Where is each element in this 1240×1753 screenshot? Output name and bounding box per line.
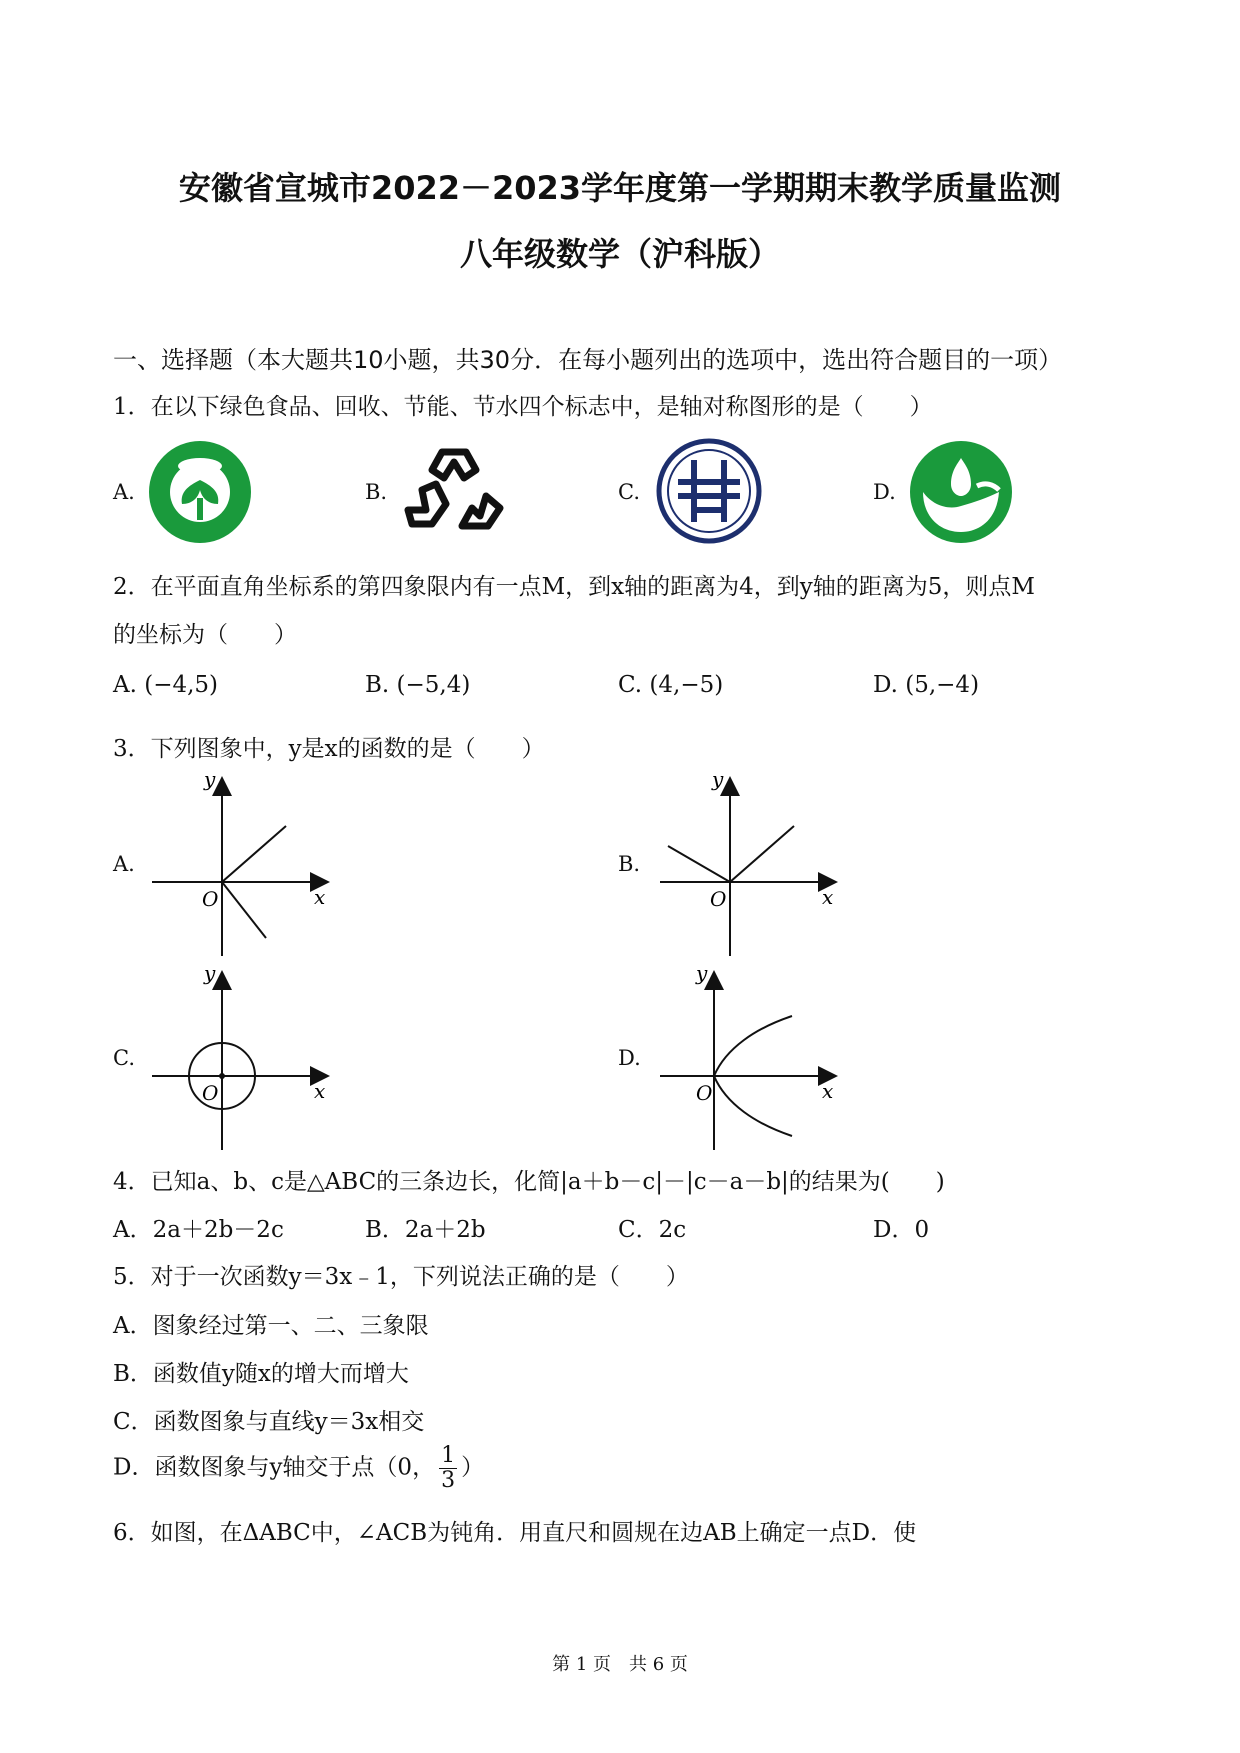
q2-stem-line1: 2．在平面直角坐标系的第四象限内有一点M，到x轴的距离为4，到y轴的距离为5，则点M	[113, 574, 1035, 600]
graph-c-x-label: x	[314, 1079, 326, 1103]
q2-option-b: B. (−5,4)	[365, 672, 471, 698]
q2-option-d: D. (5,−4)	[873, 672, 980, 698]
graph-b-origin: O	[710, 887, 727, 911]
green-food-logo	[148, 440, 252, 544]
graph-d-x-label: x	[822, 1079, 834, 1103]
graph-d-y-label: y	[696, 962, 708, 985]
q5-option-c: C．函数图象与直线y＝3x相交	[113, 1409, 425, 1435]
graph-c	[148, 962, 348, 1154]
q4-option-b: B．2a＋2b	[365, 1217, 486, 1243]
q5-fraction-numerator: 1	[441, 1443, 456, 1468]
q3-stem: 3．下列图象中，y是x的函数的是（ ）	[113, 736, 545, 762]
q1-option-a-label: A.	[113, 480, 135, 504]
page-footer: 第 1 页 共 6 页	[552, 1654, 688, 1675]
graph-c-origin: O	[202, 1081, 219, 1105]
q3-option-d-label: D.	[618, 1046, 641, 1070]
recycle-logo	[402, 440, 506, 540]
q5-stem: 5．对于一次函数y＝3x﹣1，下列说法正确的是（ ）	[113, 1264, 689, 1290]
q6-stem: 6．如图，在ΔABC中，∠ACB为钝角．用直尺和圆规在边AB上确定一点D．使	[113, 1520, 917, 1546]
q2-stem-line2: 的坐标为（ ）	[113, 622, 297, 648]
graph-a-y-label: y	[204, 768, 216, 791]
q4-option-c: C．2c	[618, 1217, 687, 1243]
graph-b-x-label: x	[822, 885, 834, 909]
graph-d	[656, 962, 856, 1154]
graph-c-y-label: y	[204, 962, 216, 985]
graph-d-origin: O	[696, 1081, 713, 1105]
q5-option-d-prefix: D．函数图象与y轴交于点（0，	[113, 1454, 436, 1481]
q5-option-d	[113, 1444, 484, 1493]
section-heading: 一、选择题（本大题共10小题，共30分．在每小题列出的选项中，选出符合题目的一项）	[113, 346, 1063, 374]
q5-fraction-denominator: 3	[441, 1468, 456, 1493]
q1-option-c-label: C.	[618, 480, 640, 504]
page-subtitle: 八年级数学（沪科版）	[459, 235, 780, 273]
graph-b-y-label: y	[712, 768, 724, 791]
q4-option-d: D．0	[873, 1217, 930, 1243]
q4-stem: 4．已知a、b、c是△ABC的三条边长，化简|a＋b－c|－|c－a－b|的结果为( )	[113, 1169, 945, 1195]
energy-saving-logo	[656, 438, 762, 544]
q3-option-a-label: A.	[113, 852, 135, 876]
water-saving-logo	[909, 440, 1013, 544]
q3-option-b-label: B.	[618, 852, 641, 876]
graph-a	[148, 768, 348, 960]
q2-option-c: C. (4,−5)	[618, 672, 724, 698]
q2-option-a: A. (−4,5)	[113, 672, 219, 698]
q5-fraction	[439, 1444, 457, 1493]
q5-option-b: B．函数值y随x的增大而增大	[113, 1361, 409, 1387]
q4-option-a: A．2a＋2b－2c	[113, 1217, 284, 1243]
q3-option-c-label: C.	[113, 1046, 135, 1070]
graph-a-origin: O	[202, 887, 219, 911]
q5-option-d-suffix: ）	[461, 1454, 485, 1481]
page-title: 安徽省宣城市2022－2023学年度第一学期期末教学质量监测	[178, 169, 1062, 207]
q1-stem: 1．在以下绿色食品、回收、节能、节水四个标志中，是轴对称图形的是（ ）	[113, 394, 933, 420]
graph-b	[656, 768, 856, 960]
q5-option-a: A．图象经过第一、二、三象限	[113, 1313, 429, 1339]
q1-option-d-label: D.	[873, 480, 896, 504]
graph-a-x-label: x	[314, 885, 326, 909]
q1-option-b-label: B.	[365, 480, 388, 504]
